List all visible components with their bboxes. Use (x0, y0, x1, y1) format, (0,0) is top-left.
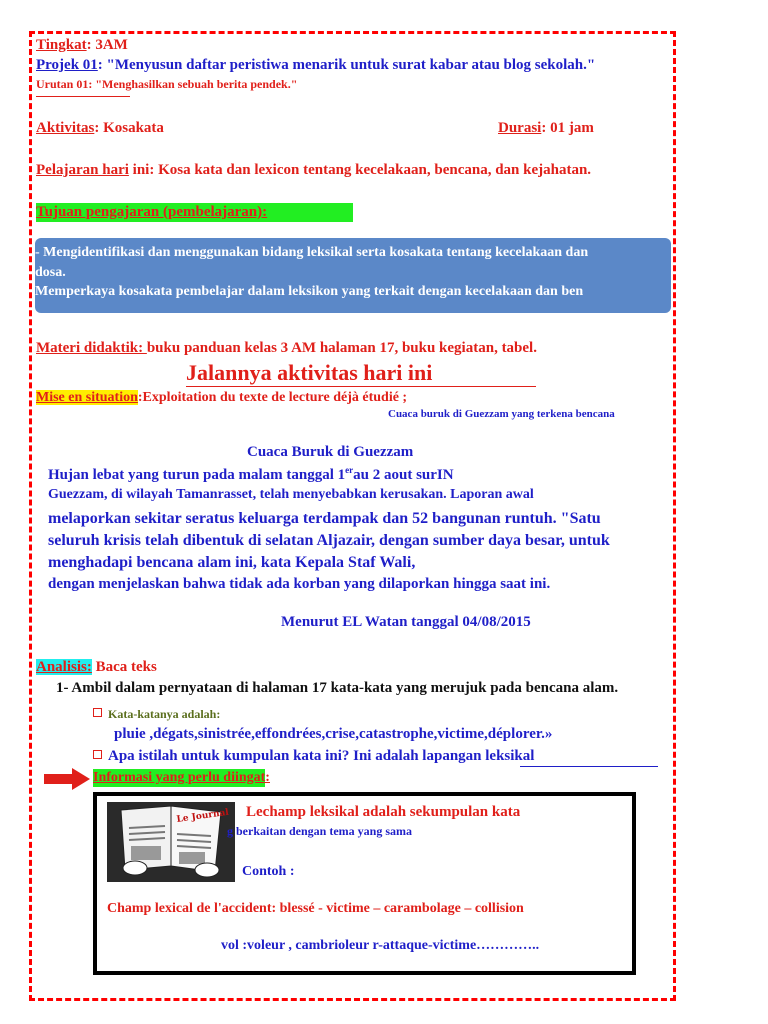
question-1: 1- Ambil dalam pernyataan di halaman 17 kata-kata yang merujuk pada bencana alam. (56, 680, 619, 696)
info-example-2: vol :voleur , cambrioleur r-attaque-victime………….. (221, 938, 540, 953)
newspaper-title: Le Journal (176, 807, 230, 825)
text-line-2: Guezzam, di wilayah Tamanrasset, telah menyebabkan kerusakan. Laporan awal (48, 487, 534, 502)
tujuan-line-3: Memperkaya kosakata pembelajar dalam leksikon yang terkait dengan kecelakaan dan ben (35, 284, 584, 299)
mise-value: :Exploitation du texte de lecture déjà étudié ; (137, 390, 408, 405)
text-line-1 (48, 465, 454, 484)
analisis-line (36, 659, 157, 676)
words-label-line (93, 707, 220, 722)
aktivitas-value: : Kosakata (94, 120, 164, 136)
pelajaran-value: ini: Kosa kata dan lexicon tentang kecelakaan, bencana, dan kejahatan. (128, 162, 592, 178)
text-line-1-sup: er (345, 465, 354, 475)
tingkat-label: Tingkat (36, 37, 87, 53)
analisis-value: Baca teks (91, 659, 157, 675)
projek-line (36, 57, 595, 74)
text-line-4: seluruh krisis telah dibentuk di selatan Aljazair, dengan sumber daya besar, untuk (48, 532, 610, 549)
text-line-1b: au 2 aout surIN (353, 467, 454, 483)
text-line-3: melaporkan sekitar seratus keluarga terdampak dan 52 bangunan runtuh. "Satu (48, 510, 601, 527)
words-list: pluie ,dégats,sinistrée,effondrées,crise,catastrophe,victime,déplorer.» (114, 726, 553, 742)
aktivitas-line (36, 120, 164, 137)
red-arrow-icon (44, 768, 90, 790)
text-line-6: dengan menjelaskan bahwa tidak ada korban yang dilaporkan hingga saat ini. (48, 576, 551, 592)
info-line-2: g berkaitan dengan tema yang sama (227, 824, 413, 838)
text-title: Cuaca Buruk di Guezzam (247, 444, 414, 460)
main-title: Jalannya aktivitas hari ini (186, 360, 433, 385)
info-contoh: Contoh : (242, 864, 295, 879)
analisis-label: Analisis: (36, 659, 92, 675)
tujuan-line-1: - Mengidentifikasi dan menggunakan bidang leksikal serta kosakata tentang kecelakaan dan (35, 245, 589, 260)
text-line-5: menghadapi bencana alam ini, kata Kepala Staf Wali, (48, 554, 416, 571)
urutan-underline (36, 96, 130, 97)
tingkat-line (36, 37, 128, 54)
tujuan-label: Tujuan pengajaran (pembelajaran): (36, 203, 353, 222)
projek-value: : "Menyusun daftar peristiwa menarik untuk surat kabar atau blog sekolah." (97, 57, 596, 73)
urutan-line: Urutan 01: "Menghasilkan sebuah berita pendek." (36, 77, 298, 91)
aktivitas-label: Aktivitas (36, 120, 95, 136)
question-2-line (93, 748, 534, 765)
projek-label: Projek 01 (36, 57, 98, 73)
mise-label: Mise en situation (36, 390, 138, 405)
mise-caption: Cuaca buruk di Guezzam yang terkena bencana (388, 408, 615, 420)
question-2-underline (520, 766, 658, 767)
durasi-value: : 01 jam (541, 120, 594, 136)
pelajaran-line (36, 162, 591, 179)
materi-label: Materi didaktik: (36, 340, 147, 356)
question-2: Apa istilah untuk kumpulan kata ini? Ini adalah lapangan leksikal (108, 748, 535, 764)
info-label: Informasi yang perlu diingat: (93, 770, 270, 785)
words-label: Kata-katanya adalah: (108, 707, 221, 721)
durasi-line (498, 120, 594, 137)
materi-line (36, 340, 537, 357)
info-box (93, 792, 636, 975)
tujuan-line-2: dosa. (35, 265, 66, 280)
materi-value: buku panduan kelas 3 AM halaman 17, buku kegiatan, tabel. (146, 340, 537, 356)
info-example-1: Champ lexical de l'accident: blessé - victime – carambolage – collision (107, 901, 524, 916)
bullet-icon (93, 708, 102, 717)
text-line-1a: Hujan lebat yang turun pada malam tanggal 1 (48, 467, 346, 483)
durasi-label: Durasi (498, 120, 542, 136)
info-line-1: Lechamp leksikal adalah sekumpulan kata (246, 804, 521, 820)
newspaper-reader-icon (107, 802, 235, 882)
mise-line (36, 390, 407, 406)
tujuan-box (35, 238, 671, 313)
pelajaran-label: Pelajaran hari (36, 162, 129, 178)
main-title-underline (186, 386, 536, 387)
text-source: Menurut EL Watan tanggal 04/08/2015 (281, 614, 531, 630)
bullet-icon (93, 750, 102, 759)
tingkat-value: : 3AM (86, 37, 128, 53)
